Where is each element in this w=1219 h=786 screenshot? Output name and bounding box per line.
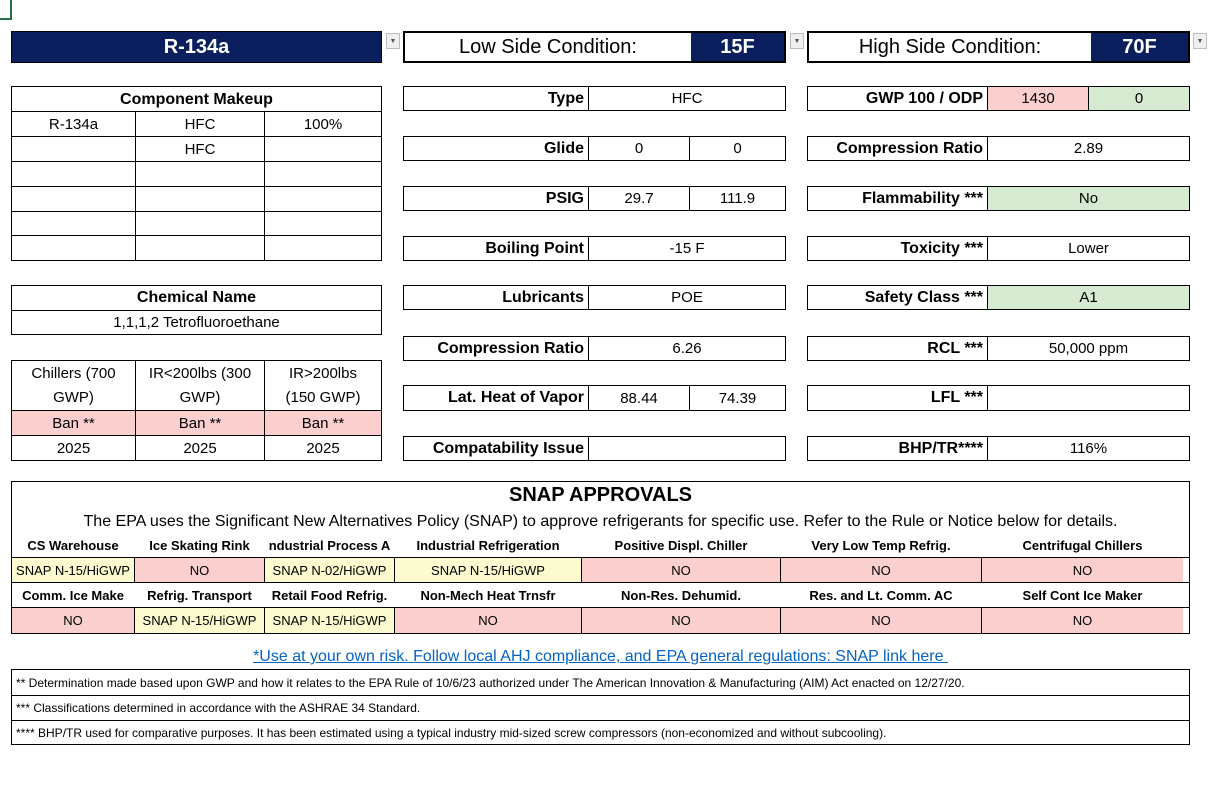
snap-column-header: Industrial Refrigeration <box>416 538 560 553</box>
makeup-cell: R-134a <box>48 115 99 133</box>
ban-header-ir-small <box>136 361 264 410</box>
ban-header-ir-large <box>265 361 381 410</box>
snap-status-cell: SNAP N-02/HiGWP <box>265 558 394 582</box>
chemical-name-table <box>11 285 382 335</box>
snap-status-cell: NO <box>135 558 264 582</box>
snap-column-header: Very Low Temp Refrig. <box>811 538 951 553</box>
boiling-point-value: -15 F <box>669 240 705 257</box>
lubricants-value: POE <box>671 289 703 306</box>
boiling-point-label: Boiling Point <box>485 239 584 257</box>
bhp-tr-row <box>807 436 1190 461</box>
ban-status: Ban ** <box>265 411 381 435</box>
flammability-row <box>807 186 1190 211</box>
snap-status-cell: NO <box>781 558 981 582</box>
latent-heat-label: Lat. Heat of Vapor <box>447 389 584 406</box>
snap-status-cell: NO <box>982 608 1183 633</box>
refrigerant-selector[interactable] <box>11 31 382 63</box>
ban-header-line: IR>200lbs <box>289 365 357 382</box>
high-side-value[interactable]: 70F <box>1091 33 1188 61</box>
selected-cell-marker <box>0 0 12 20</box>
component-makeup-title: Component Makeup <box>120 90 273 108</box>
ban-status: Ban ** <box>12 411 135 435</box>
component-makeup-table <box>11 86 382 261</box>
psig-row <box>403 186 786 211</box>
snap-description: The EPA uses the Significant New Alternatives Policy (SNAP) to approve refrigerants for specific use. Refer to the Rule or Notice below for details. <box>83 512 1118 530</box>
bhp-tr-value: 116% <box>1069 440 1108 457</box>
low-side-value[interactable]: 15F <box>691 33 784 61</box>
rcl-label: RCL *** <box>927 339 983 357</box>
snap-row1-values <box>12 558 1189 582</box>
snap-column-header: Ice Skating Rink <box>149 538 250 553</box>
flammability-value: No <box>988 187 1189 210</box>
snap-status-cell: NO <box>781 608 981 633</box>
snap-column-header: Comm. Ice Make <box>22 587 124 603</box>
glide-row <box>403 136 786 161</box>
glide-high-value: 0 <box>733 140 742 157</box>
snap-row2-values <box>12 608 1189 633</box>
snap-row2-headers <box>12 583 1189 607</box>
ban-header-line: GWP) <box>179 389 221 406</box>
snap-column-header: Res. and Lt. Comm. AC <box>809 587 953 603</box>
ban-status: Ban ** <box>136 411 264 435</box>
compression-ratio-value: 6.26 <box>672 340 702 357</box>
toxicity-value: Lower <box>1068 240 1109 257</box>
latent-heat-low-value: 88.44 <box>620 389 658 407</box>
compression-ratio-low-row <box>403 336 786 361</box>
lubricants-label: Lubricants <box>502 288 584 306</box>
snap-column-header: Non-Mech Heat Trnsfr <box>420 587 556 603</box>
high-side-dropdown-icon[interactable]: ▼ <box>1193 33 1207 49</box>
footnote-gwp: ** Determination made based upon GWP and how it relates to the EPA Rule of 10/6/23 authorized under The American Innovation & Manufacturing (AIM) Act enacted on 12/27/20. <box>16 675 965 690</box>
glide-label: Glide <box>543 139 584 157</box>
psig-high-value: 111.9 <box>719 190 756 207</box>
compatibility-value <box>589 437 785 460</box>
snap-link[interactable] <box>11 647 1190 667</box>
snap-row1-headers <box>12 534 1189 557</box>
chemical-name-value: 1,1,1,2 Tetrofluoroethane <box>113 314 280 331</box>
snap-status-cell: SNAP N-15/HiGWP <box>395 558 581 582</box>
gwp-odp-row <box>807 86 1190 111</box>
snap-status-cell: NO <box>982 558 1183 582</box>
odp-value: 0 <box>1089 87 1189 110</box>
snap-column-header: CS Warehouse <box>27 538 119 553</box>
low-side-label: Low Side Condition: <box>459 35 637 58</box>
makeup-cell: HFC <box>184 115 216 133</box>
footnotes-table <box>11 669 1190 745</box>
type-label: Type <box>547 89 584 107</box>
lubricants-row <box>403 285 786 310</box>
footnote-ashrae: *** Classifications determined in accordance with the ASHRAE 34 Standard. <box>16 701 421 715</box>
psig-label: PSIG <box>545 189 584 207</box>
compatibility-row <box>403 436 786 461</box>
lfl-row <box>807 385 1190 411</box>
snap-column-header: Retail Food Refrig. <box>271 587 388 603</box>
snap-status-cell: SNAP N-15/HiGWP <box>265 608 394 633</box>
ban-header-line: IR<200lbs (300 <box>148 365 252 382</box>
type-row <box>403 86 786 111</box>
ban-header-line: (150 GWP) <box>285 389 361 406</box>
snap-column-header: Refrig. Transport <box>147 587 252 603</box>
snap-link-text[interactable]: *Use at your own risk. Follow local AHJ compliance, and EPA general regulations: SNAP link here <box>253 648 948 665</box>
ban-year: 2025 <box>56 439 91 457</box>
compatibility-label: Compatability Issue <box>432 439 584 457</box>
ban-header-line: Chillers (700 <box>31 365 116 382</box>
high-side-label: High Side Condition: <box>858 35 1042 58</box>
safety-class-label: Safety Class *** <box>864 288 983 306</box>
snap-approvals-table <box>11 481 1190 634</box>
snap-status-cell: NO <box>582 608 780 633</box>
footnote-bhp: **** BHP/TR used for comparative purposes. It has been estimated using a typical industry mid-sized screw compressors (non-economized and without subcooling). <box>16 725 887 740</box>
refrigerant-name: R-134a <box>163 35 230 58</box>
lfl-label: LFL *** <box>930 389 983 406</box>
ban-table <box>11 360 382 461</box>
low-side-dropdown-icon[interactable]: ▼ <box>790 33 804 49</box>
makeup-cell: 100% <box>303 115 343 133</box>
safety-class-row <box>807 285 1190 310</box>
type-value: HFC <box>671 90 703 107</box>
snap-column-header: Self Cont Ice Maker <box>1022 587 1143 603</box>
flammability-label: Flammability *** <box>862 189 983 207</box>
high-side-condition <box>807 31 1190 63</box>
latent-heat-high-value: 74.39 <box>718 389 757 407</box>
safety-class-value: A1 <box>988 286 1189 309</box>
refrigerant-dropdown-icon[interactable]: ▼ <box>386 33 400 49</box>
ban-year: 2025 <box>183 439 217 457</box>
snap-status-cell: NO <box>12 608 134 633</box>
chemical-name-title: Chemical Name <box>136 289 257 306</box>
compression-ratio-high-value: 2.89 <box>1073 140 1104 157</box>
snap-column-header: Centrifugal Chillers <box>1022 538 1143 553</box>
psig-low-value: 29.7 <box>624 190 654 207</box>
snap-status-cell: NO <box>395 608 581 633</box>
ban-header-line: GWP) <box>53 389 94 406</box>
snap-status-cell: NO <box>582 558 780 582</box>
ban-header-chillers <box>12 361 135 410</box>
gwp-odp-label: GWP 100 / ODP <box>865 89 983 107</box>
glide-low-value: 0 <box>634 140 644 157</box>
bhp-tr-label: BHP/TR**** <box>898 439 983 457</box>
compression-ratio-high-row <box>807 136 1190 161</box>
snap-column-header: ndustrial Process A <box>268 538 391 553</box>
gwp-value: 1430 <box>988 87 1088 110</box>
snap-column-header: Non-Res. Dehumid. <box>621 587 741 603</box>
compression-ratio-high-label: Compression Ratio <box>836 139 983 157</box>
low-side-condition <box>403 31 786 63</box>
lfl-value <box>988 386 1189 410</box>
rcl-row <box>807 336 1190 361</box>
snap-status-cell: SNAP N-15/HiGWP <box>135 608 264 633</box>
snap-status-cell: SNAP N-15/HiGWP <box>12 558 134 582</box>
toxicity-label: Toxicity *** <box>900 239 983 257</box>
rcl-value: 50,000 ppm <box>1048 340 1129 357</box>
boiling-point-row <box>403 236 786 261</box>
toxicity-row <box>807 236 1190 261</box>
makeup-cell: HFC <box>184 140 216 158</box>
snap-title: SNAP APPROVALS <box>509 484 692 506</box>
ban-year: 2025 <box>306 439 340 457</box>
latent-heat-row <box>403 385 786 411</box>
compression-ratio-label: Compression Ratio <box>437 339 584 357</box>
snap-column-header: Positive Displ. Chiller <box>614 538 748 553</box>
